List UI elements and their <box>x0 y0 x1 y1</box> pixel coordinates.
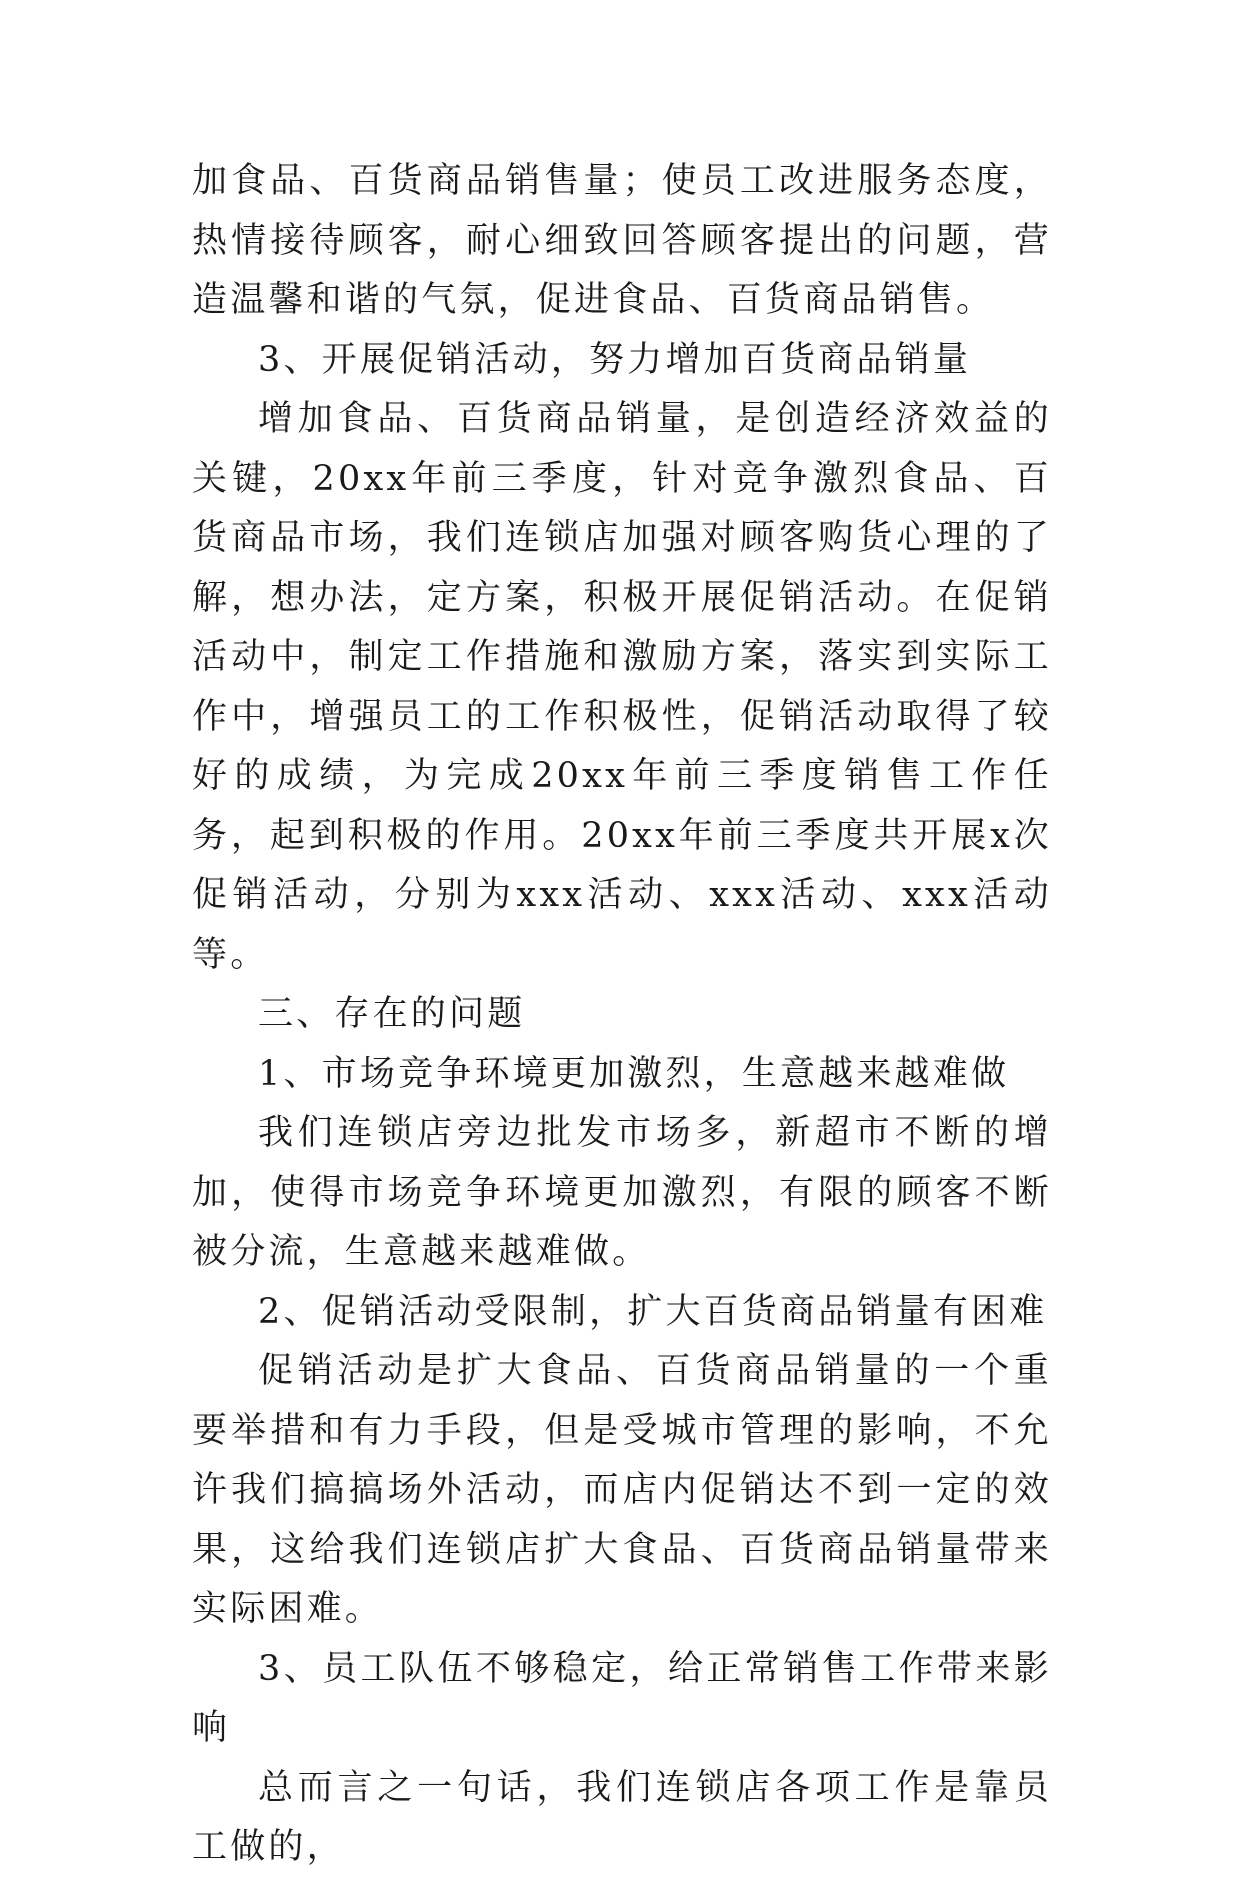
heading-promotion-activities: 3、开展促销活动，努力增加百货商品销量 <box>258 339 972 380</box>
paragraph-continuation: 加食品、百货商品销售量；使员工改进服务态度，热情接待顾客，耐心细致回答顾客提出的问题，营造温馨和谐的气氛，促进食品、百货商品销售。 <box>192 161 1052 320</box>
paragraph-staff-instability: 总而言之一句话，我们连锁店各项工作是靠员工做的， <box>192 1767 1052 1867</box>
document-body <box>192 152 1052 1878</box>
heading-promotion-restricted: 2、促销活动受限制，扩大百货商品销量有困难 <box>258 1291 1048 1332</box>
heading-staff-instability: 3、员工队伍不够稳定，给正常销售工作带来影响 <box>192 1648 1052 1748</box>
paragraph-promotion-restricted: 促销活动是扩大食品、百货商品销量的一个重要举措和有力手段，但是受城市管理的影响，不允许我们搞搞场外活动，而店内促销达不到一定的效果，这给我们连锁店扩大食品、百货商品销量带来实际困难。 <box>192 1351 1052 1629</box>
paragraph-promotion-details: 增加食品、百货商品销量，是创造经济效益的关键，20xx年前三季度，针对竞争激烈食品、百货商品市场，我们连锁店加强对顾客购货心理的了解，想办法，定方案，积极开展促销活动。在促销活动中，制定工作措施和激励方案，落实到实际工作中，增强员工的工作积极性，促销活动取得了较好的成绩，为完成20xx年前三季度销售工作任务，起到积极的作用。20xx年前三季度共开展x次促销活动，分别为xxx活动、xxx活动、xxx活动等。 <box>192 399 1052 975</box>
heading-existing-problems: 三、存在的问题 <box>258 994 526 1034</box>
paragraph-market-competition: 我们连锁店旁边批发市场多，新超市不断的增加，使得市场竞争环境更加激烈，有限的顾客不断被分流，生意越来越难做。 <box>192 1113 1052 1272</box>
heading-market-competition: 1、市场竞争环境更加激烈，生意越来越难做 <box>258 1053 1010 1094</box>
